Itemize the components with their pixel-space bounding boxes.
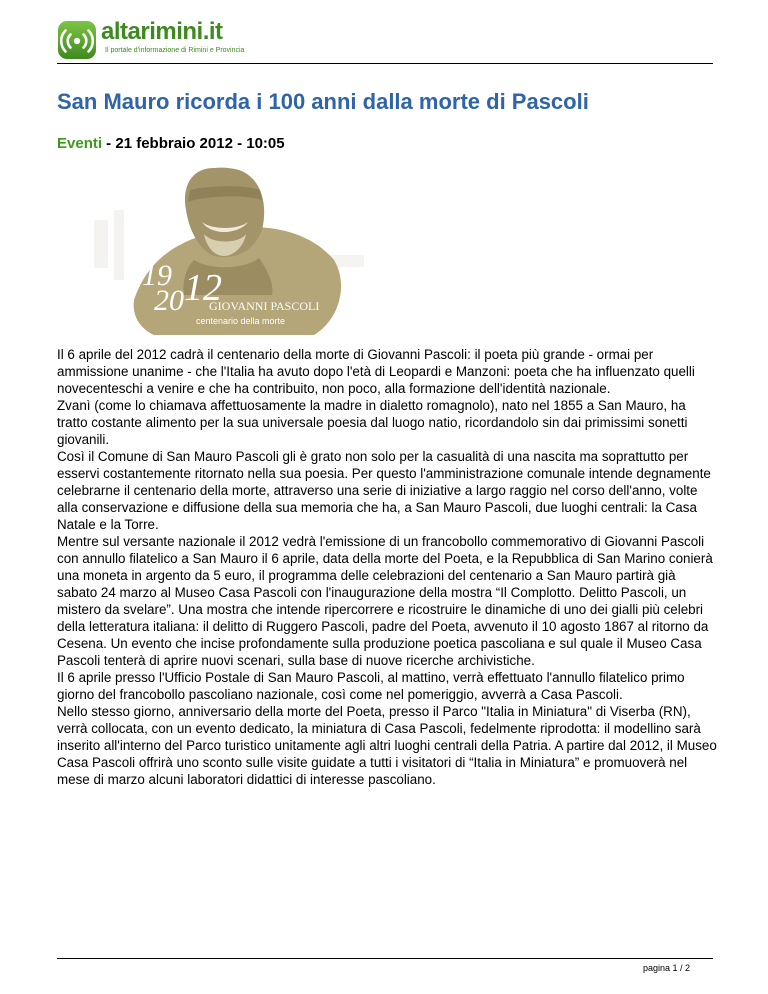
article-title: San Mauro ricorda i 100 anni dalla morte di Pascoli	[57, 89, 589, 114]
footer-divider	[57, 958, 713, 959]
emblem-year-bottom: 20	[154, 284, 184, 317]
article-paragraph: Mentre sul versante nazionale il 2012 vedrà l'emissione di un francobollo commemorativo di Giovanni Pascoli con annullo filatelico a San Mauro il 6 aprile, data della morte del Poeta, e la Repubblica di San Marino conierà una moneta in argento da 5 euro, il programma delle celebrazioni del centenario a San Mauro partirà già sabato 24 marzo al Museo Casa Pascoli con l'inaugurazione della mostra “Il Complotto. Delitto Pascoli, un mistero da svelare”. Una mostra che intende ripercorrere e ricostruire le dinamiche di uno dei gialli più celebri della letteratura italiana: il delitto di Ruggero Pascoli, padre del Poeta, avvenuto il 10 agosto 1867 al ritorno da Cesena. Un evento che incise profondamente sulla produzione poetica pascoliana e sul quale il Museo Casa Pascoli tenterà di aprire nuovi scenari, sulla base di nuove ricerche archivistiche.	[57, 534, 713, 668]
article-paragraph: Il 6 aprile presso l'Ufficio Postale di San Mauro Pascoli, al mattino, verrà effettuato l'annullo filatelico primo giorno del francobollo pascoliano nazionale, così come nel pomeriggio, avverrà a Casa Pascoli.	[57, 670, 685, 702]
article-date: - 21 febbraio 2012 - 10:05	[102, 135, 285, 152]
emblem-year-top: 19	[142, 259, 172, 292]
broadcast-signal-icon[interactable]	[57, 20, 97, 60]
article-paragraph: Così il Comune di San Mauro Pascoli gli è grato non solo per la casualità di una nascita ma soprattutto per esservi costantemente ritornato nella sua poesia. Per questo l'amministrazione comunale intende degnamente celebrarne il centenario della morte, attraverso una serie di iniziative a largo raggio nel corso dell'anno, volte alla conservazione e diffusione della sua memoria che ha, a San Mauro Pascoli, due luoghi centrali: la Casa Natale e la Torre.	[57, 449, 711, 532]
article-paragraph: Nello stesso giorno, anniversario della morte del Poeta, presso il Parco "Italia in Miniatura" di Viserba (RN), verrà collocata, con un evento dedicato, la miniatura di Casa Pascoli, fedelmente riprodotta: il modellino sarà inserito all'interno del Parco turistico unitamente agli altri luoghi centrali della Patria. A partire dal 2012, il Museo Casa Pascoli offrirà uno sconto sulle visite guidate a tutti i visitatori di “Italia in Miniatura” e promuoverà nel mese di marzo alcuni laboratori didattici di interesse pascoliano.	[57, 704, 717, 787]
site-tagline: Il portale d'informazione di Rimini e Provincia	[105, 47, 245, 54]
emblem-name: GIOVANNI PASCOLI	[209, 299, 320, 313]
article-paragraph: Zvanì (come lo chiamava affettuosamente la madre in dialetto romagnolo), nato nel 1855 a San Mauro, ha tratto costante alimento per la sua universale poesia dal luogo natio, ricordandolo sin dai primissimi sonetti giovanili.	[57, 398, 688, 447]
category-link[interactable]: Eventi	[57, 135, 103, 152]
page-number: pagina 1 / 2	[642, 963, 690, 973]
header-divider	[57, 63, 713, 64]
emblem-subtitle: centenario della morte	[196, 316, 286, 326]
site-header	[57, 20, 717, 66]
centenary-emblem-image	[94, 160, 384, 340]
site-logo-name[interactable]: altarimini.it	[101, 18, 223, 45]
emblem-year-right: 12	[184, 267, 222, 309]
article-body	[57, 346, 717, 788]
article-meta	[57, 134, 285, 154]
article-paragraph: Il 6 aprile del 2012 cadrà il centenario della morte di Giovanni Pascoli: il poeta più grande - ormai per ammissione unanime - che l'Italia ha avuto dopo l'età di Leopardi e Manzoni: poeta che ha influenzato quelli novecenteschi a venire e che ha contribuito, non poco, alla formazione dell'identità nazionale.	[57, 347, 695, 396]
